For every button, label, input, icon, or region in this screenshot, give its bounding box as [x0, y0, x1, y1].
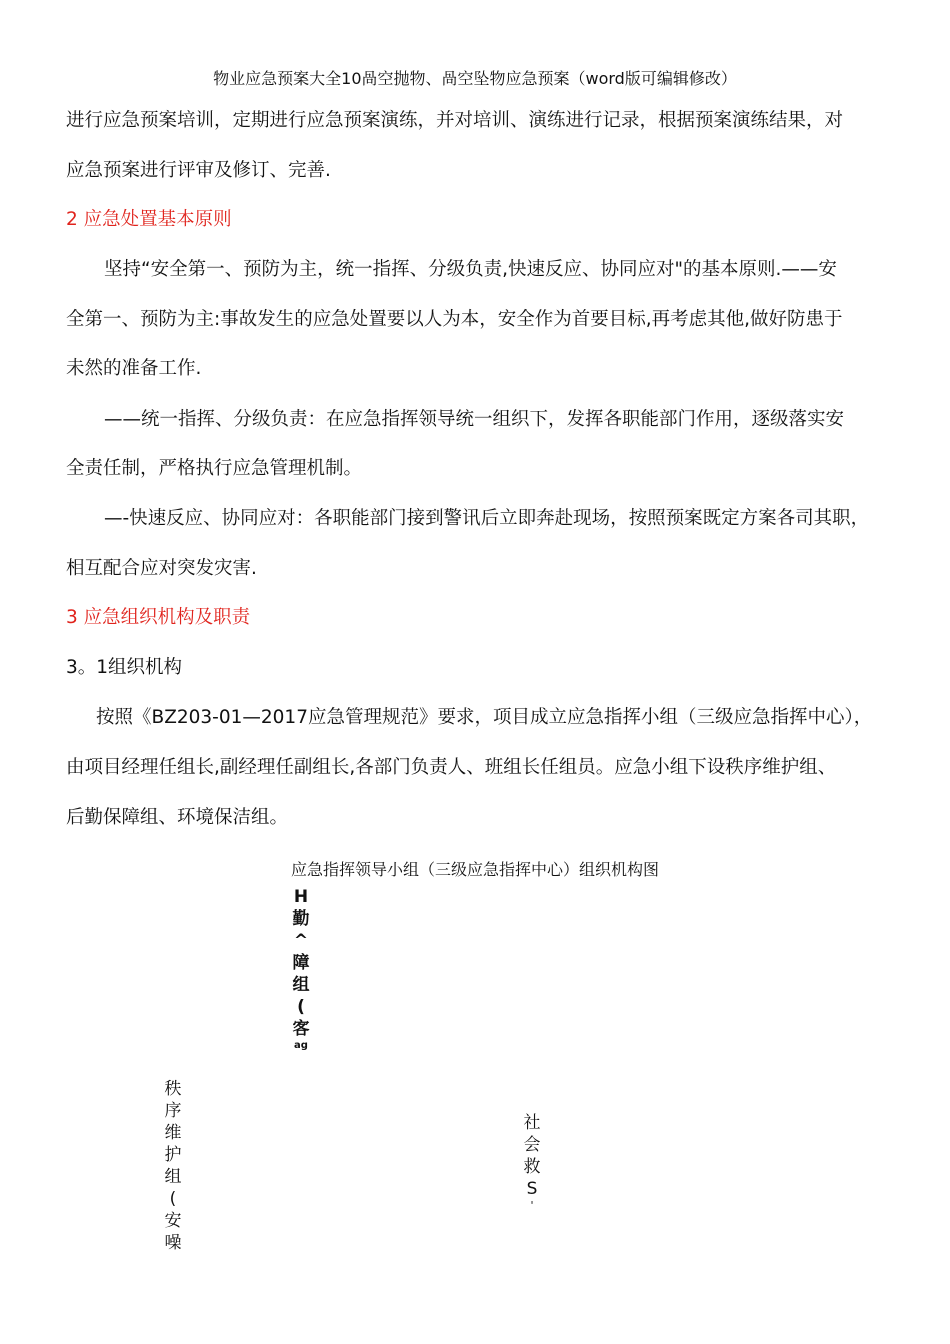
org-node-char: ^: [293, 931, 309, 951]
paragraph-line: 相互配合应对突发灾害.: [66, 558, 257, 579]
org-node-char: 安: [164, 1211, 182, 1231]
paragraph-line: —-快速反应、协同应对：各职能部门接到警讯后立即奔赴现场，按照预案既定方案各司其职，: [104, 508, 870, 529]
org-node-char: 救: [523, 1157, 541, 1177]
paragraph-line: 进行应急预案培训，定期进行应急预案演练，并对培训、演练进行记录，根据预案演练结果，对: [66, 110, 844, 131]
org-node-char: ag: [294, 1040, 308, 1051]
org-node-char: 勤: [292, 909, 310, 929]
org-node-logistics: [288, 886, 314, 1052]
org-node-char: 秩: [164, 1079, 182, 1099]
org-node-char: S: [526, 1179, 538, 1199]
org-node-char: 组: [292, 975, 310, 995]
org-node-char: ': [530, 1199, 534, 1212]
org-node-char: 噪: [164, 1233, 182, 1253]
org-node-char: 护: [164, 1145, 182, 1165]
section-heading: 3 应急组织机构及职责: [66, 607, 251, 628]
org-node-char: 维: [164, 1123, 182, 1143]
document-title: 物业应急预案大全10咼空抛物、咼空坠物应急预案（word版可编辑修改）: [213, 69, 737, 88]
org-node-char: 组: [164, 1167, 182, 1187]
org-chart-title: 应急指挥领导小组（三级应急指挥中心）组织机构图: [290, 860, 659, 879]
org-node-char: 障: [292, 953, 310, 973]
org-node-char: 序: [164, 1101, 182, 1121]
paragraph-line: 全责任制，严格执行应急管理机制。: [66, 458, 363, 479]
paragraph-line: 全第一、预防为主:事故发生的应急处置要以人为本，安全作为首要目标,再考虑其他,做好防患于: [66, 309, 843, 330]
org-node-char: (: [169, 1189, 177, 1209]
paragraph-line: 后勤保障组、环境保洁组。: [66, 807, 289, 828]
subsection-heading: 3。1组织机构: [66, 657, 183, 678]
org-node-char: H: [293, 887, 309, 907]
org-node-security: [160, 1078, 186, 1254]
paragraph-line: 坚持“安全第一、预防为主，统一指挥、分级负责,快速反应、协同应对"的基本原则.——安: [104, 259, 837, 280]
paragraph-line: 未然的准备工作.: [66, 358, 202, 379]
org-node-char: 会: [523, 1135, 541, 1155]
paragraph-line: ——统一指挥、分级负责：在应急指挥领导统一组织下，发挥各职能部门作用，逐级落实安: [104, 409, 845, 430]
org-node-social-rescue: [519, 1112, 545, 1212]
org-node-char: 客: [292, 1019, 310, 1039]
paragraph-line: 由项目经理任组长,副经理任副组长,各部门负责人、班组长任组员。应急小组下设秩序维护组、: [66, 757, 837, 778]
section-heading: 2 应急处置基本原则: [66, 209, 232, 230]
paragraph-line: 按照《BZ203-01—2017应急管理规范》要求，项目成立应急指挥小组（三级应急指挥中心），: [96, 707, 873, 728]
org-node-char: (: [297, 997, 305, 1017]
org-node-char: 社: [523, 1113, 541, 1133]
paragraph-line: 应急预案进行评审及修订、完善.: [66, 160, 331, 181]
